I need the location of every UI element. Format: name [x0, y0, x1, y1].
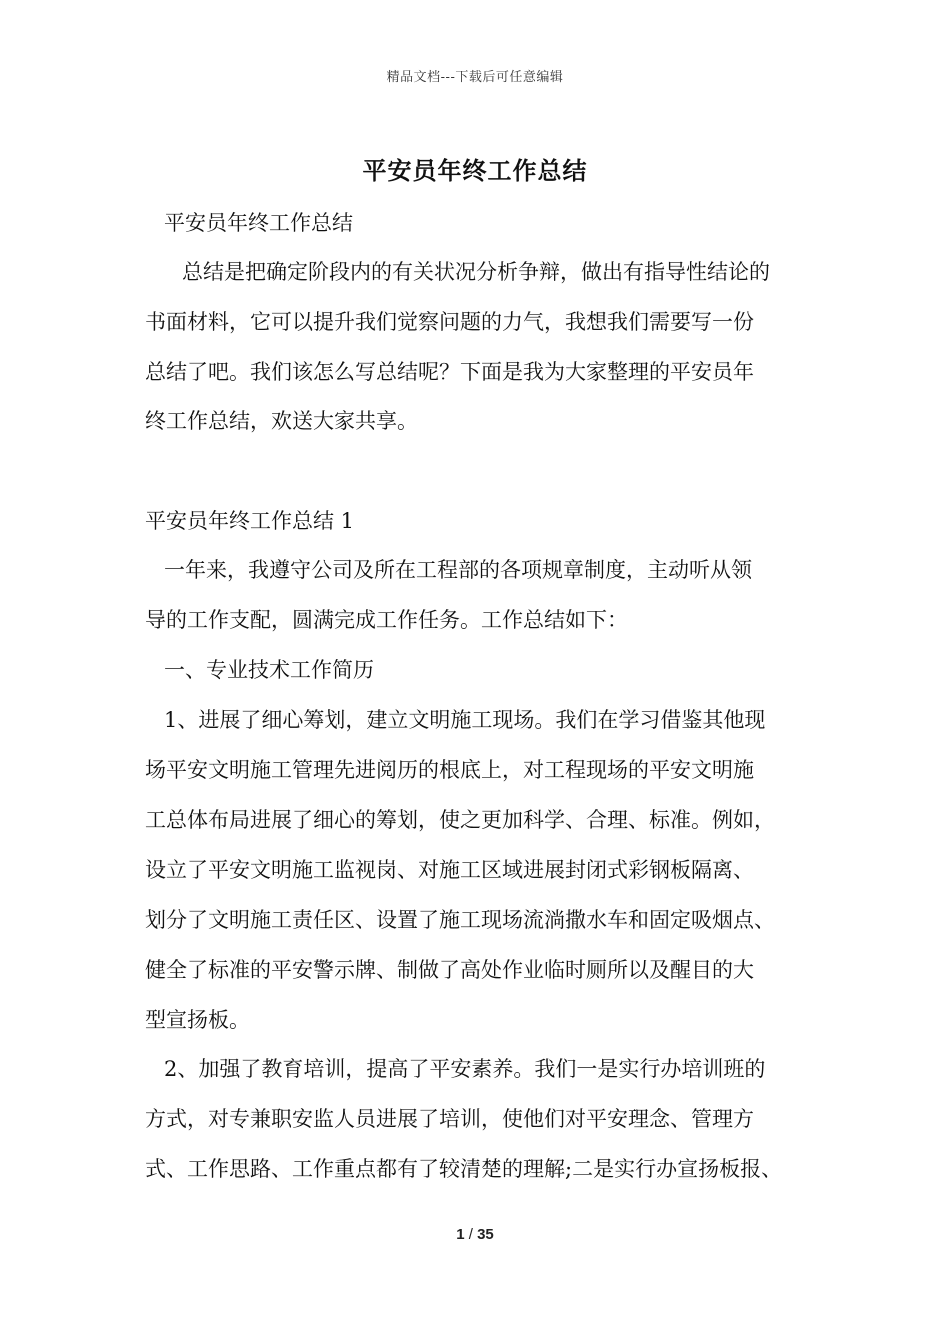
paragraph-line: 导的工作支配，圆满完成工作任务。工作总结如下： [145, 608, 628, 632]
paragraph-line: 型宣扬板。 [145, 1008, 250, 1032]
paragraph-line: 式、工作思路、工作重点都有了较清楚的理解;二是实行办宣扬板报、 [145, 1157, 783, 1181]
paragraph-line: 健全了标准的平安警示牌、制做了高处作业临时厕所以及醒目的大 [145, 958, 754, 982]
paragraph-line: 总结了吧。我们该怎么写总结呢？下面是我为大家整理的平安员年 [145, 360, 754, 384]
paragraph-line: 一年来，我遵守公司及所在工程部的各项规章制度，主动听从领 [164, 558, 752, 582]
paragraph-line: 终工作总结，欢送大家共享。 [145, 409, 418, 433]
total-pages: 35 [477, 1226, 494, 1243]
paragraph-line: 书面材料，它可以提升我们觉察问题的力气，我想我们需要写一份 [145, 310, 754, 334]
paragraph-line: 总结是把确定阶段内的有关状况分析争辩，做出有指导性结论的 [182, 260, 770, 284]
paragraph-line: 划分了文明施工责任区、设置了施工现场流淌撒水车和固定吸烟点、 [145, 908, 775, 932]
paragraph-line: 工总体布局进展了细心的筹划，使之更加科学、合理、标准。例如， [145, 808, 775, 832]
paragraph-line: 1、进展了细心筹划，建立文明施工现场。我们在学习借鉴其他现 [164, 708, 766, 732]
paragraph-line: 2、加强了教育培训，提高了平安素养。我们一是实行办培训班的 [164, 1057, 766, 1081]
paragraph-line: 场平安文明施工管理先进阅历的根底上，对工程现场的平安文明施 [145, 758, 754, 782]
paragraph-line: 设立了平安文明施工监视岗、对施工区域进展封闭式彩钢板隔离、 [145, 858, 754, 882]
page-separator: / [468, 1226, 473, 1243]
section-heading: 平安员年终工作总结 1 [145, 509, 355, 533]
document-title: 平安员年终工作总结 [362, 156, 588, 185]
page-number [0, 1226, 950, 1243]
current-page: 1 [456, 1226, 465, 1243]
paragraph-line: 方式，对专兼职安监人员进展了培训，使他们对平安理念、管理方 [145, 1107, 754, 1131]
subtitle-line: 平安员年终工作总结 [164, 211, 353, 235]
subsection-heading: 一、专业技术工作简历 [164, 658, 374, 682]
header-note: 精品文档---下载后可任意编辑 [386, 70, 564, 85]
